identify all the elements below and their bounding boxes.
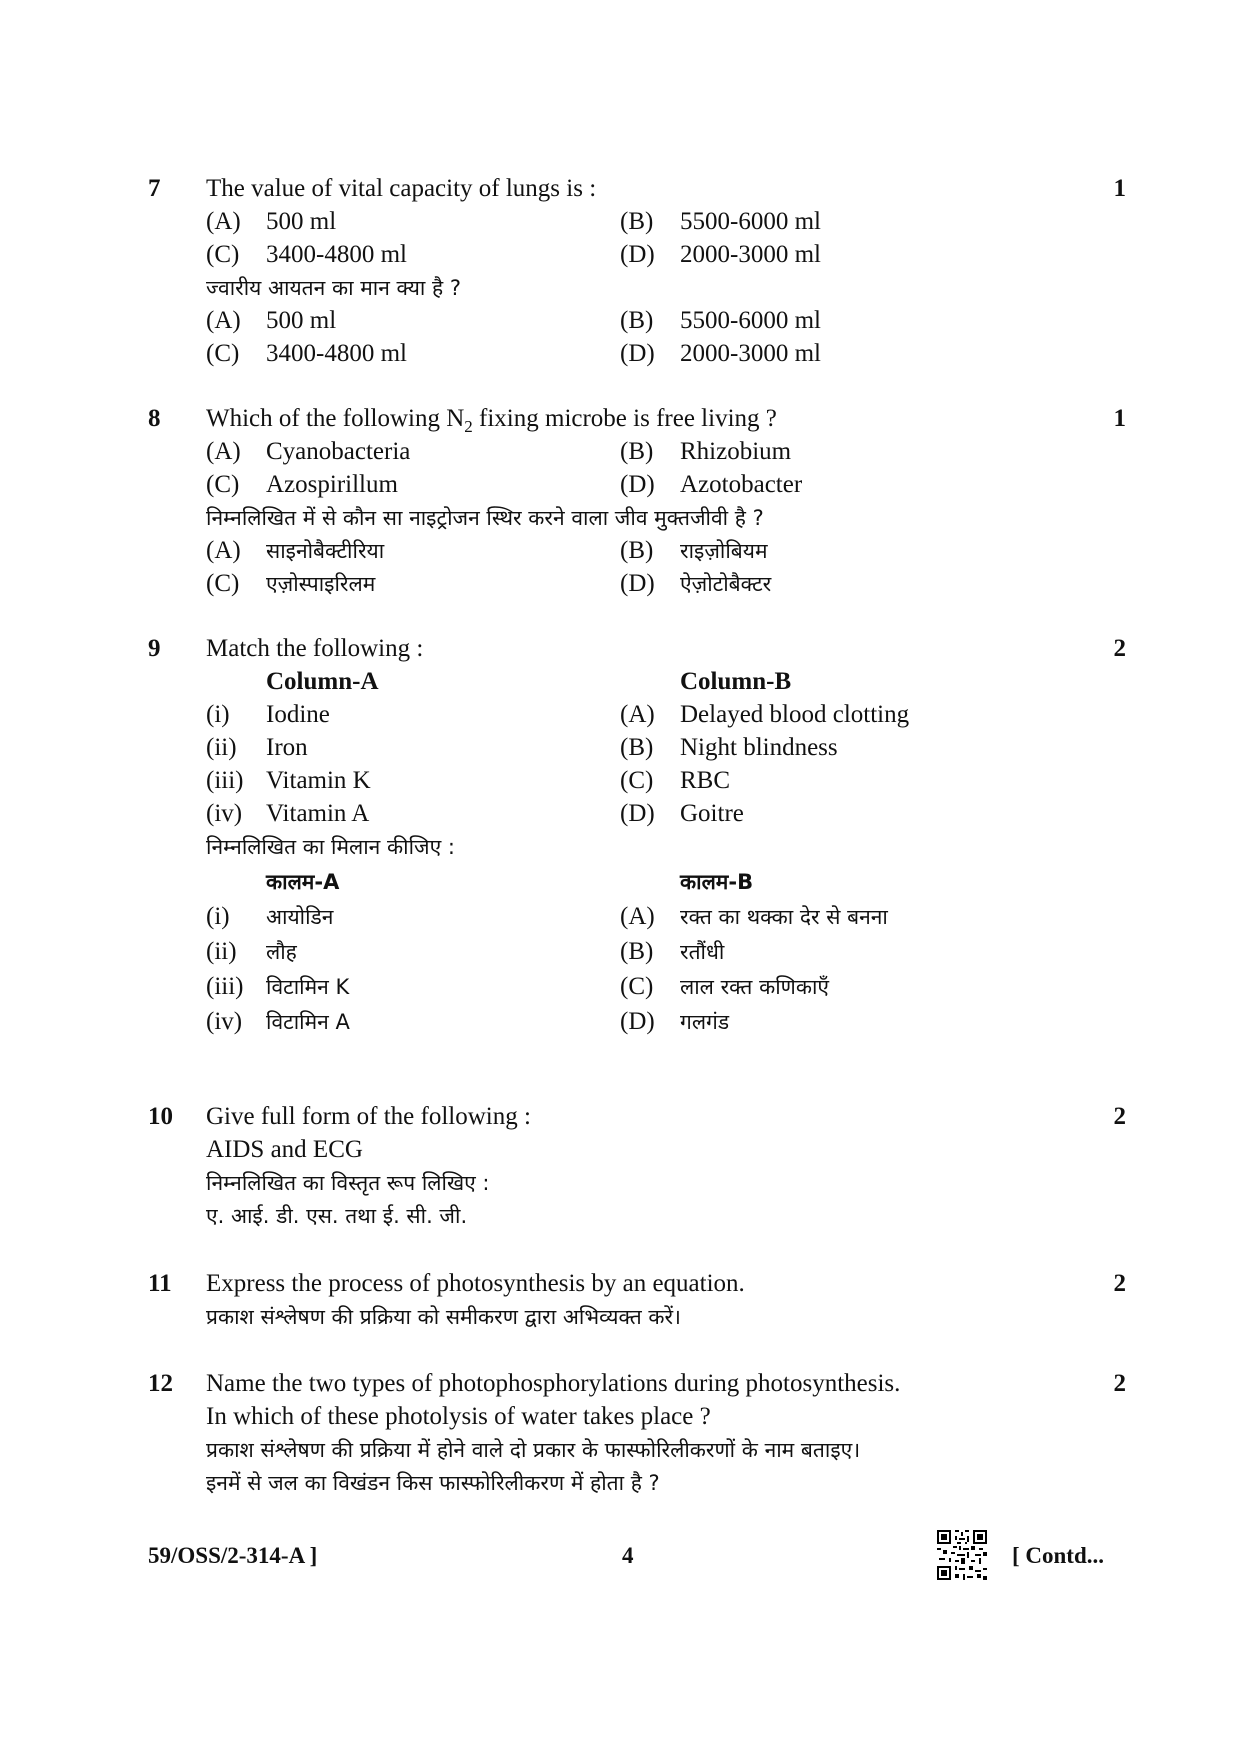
option-a-en: (A) 500 ml <box>206 208 337 235</box>
option-d-hi: (D) 2000-3000 ml <box>620 340 821 367</box>
question-number: 11 <box>148 1270 172 1297</box>
match-row-hi: (A) रक्त का थक्का देर से बनना <box>620 903 888 930</box>
match-row-en: (B) Night blindness <box>620 734 838 761</box>
match-row-en: (C) RBC <box>620 767 731 794</box>
column-a-heading-en: Column-A <box>266 668 379 695</box>
match-row-hi: (D) गलगंड <box>620 1008 730 1035</box>
column-a-heading-hi: कालम-A <box>266 870 340 894</box>
match-row-hi: (i) आयोडिन <box>206 903 334 930</box>
question-marks: 2 <box>1113 1103 1126 1130</box>
option-b-en: (B) Rhizobium <box>620 438 792 465</box>
match-row-en: (iv) Vitamin A <box>206 800 370 827</box>
question-marks: 1 <box>1113 405 1126 432</box>
question-number: 7 <box>148 175 161 202</box>
question-text-en-2: In which of these photolysis of water takes place ? <box>206 1403 711 1430</box>
question-text-hi: प्रकाश संश्लेषण की प्रक्रिया में होने वाले दो प्रकार के फास्फोरिलीकरणों के नाम बताइए। <box>206 1438 861 1462</box>
match-row-hi: (iv) विटामिन A <box>206 1008 350 1035</box>
question-text-hi: निम्नलिखित का मिलान कीजिए : <box>206 835 455 859</box>
column-b-heading-hi: कालम-B <box>680 870 754 894</box>
option-c-en: (C) Azospirillum <box>206 471 398 498</box>
option-b-hi: (B) राइज़ोबियम <box>620 537 768 564</box>
option-b-en: (B) 5500-6000 ml <box>620 208 821 235</box>
question-marks: 2 <box>1113 1370 1126 1397</box>
match-row-hi: (ii) लौह <box>206 938 297 965</box>
match-row-en: (D) Goitre <box>620 800 744 827</box>
option-a-hi: (A) साइनोबैक्टीरिया <box>206 537 385 564</box>
question-text-en: Give full form of the following : <box>206 1103 531 1130</box>
question-marks: 1 <box>1113 175 1126 202</box>
page-number: 4 <box>622 1543 634 1568</box>
option-c-hi: (C) एज़ोस्पाइरिलम <box>206 570 376 597</box>
option-d-en: (D) Azotobacter <box>620 471 803 498</box>
question-marks: 2 <box>1113 1270 1126 1297</box>
match-row-hi: (iii) विटामिन K <box>206 973 350 1000</box>
question-text-en: Express the process of photosynthesis by an equation. <box>206 1270 745 1297</box>
option-d-hi: (D) ऐज़ोटोबैक्टर <box>620 570 772 597</box>
question-number: 12 <box>148 1370 173 1397</box>
paper-code: 59/OSS/2-314-A ] <box>148 1543 318 1568</box>
column-b-heading-en: Column-B <box>680 668 792 695</box>
option-d-en: (D) 2000-3000 ml <box>620 241 821 268</box>
question-text-hi: निम्नलिखित का विस्तृत रूप लिखिए : <box>206 1171 490 1195</box>
match-row-en: (ii) Iron <box>206 734 308 761</box>
match-row-hi: (B) रतौंधी <box>620 938 725 965</box>
continued-label: [ Contd... <box>1012 1543 1105 1568</box>
question-text-hi: प्रकाश संश्लेषण की प्रक्रिया को समीकरण द्वारा अभिव्यक्त करें। <box>206 1305 682 1329</box>
option-c-en: (C) 3400-4800 ml <box>206 241 407 268</box>
question-text-hi: निम्नलिखित में से कौन सा नाइट्रोजन स्थिर करने वाला जीव मुक्तजीवी है ? <box>206 506 764 530</box>
option-c-hi: (C) 3400-4800 ml <box>206 340 407 367</box>
question-text-hi-2: ए. आई. डी. एस. तथा ई. सी. जी. <box>206 1204 468 1228</box>
question-text-en: Which of the following $N_2$ fixing microbe is free living ? <box>206 405 777 436</box>
question-text-en: Name the two types of photophosphorylations during photosynthesis. <box>206 1370 901 1397</box>
question-number: 10 <box>148 1103 173 1130</box>
option-b-hi: (B) 5500-6000 ml <box>620 307 821 334</box>
qr-code-icon <box>937 1530 987 1580</box>
question-text-en: The value of vital capacity of lungs is : <box>206 175 597 202</box>
question-number: 9 <box>148 635 161 662</box>
question-text-hi-2: इनमें से जल का विखंडन किस फास्फोरिलीकरण में होता है ? <box>206 1471 660 1495</box>
question-number: 8 <box>148 405 161 432</box>
question-text-en: Match the following : <box>206 635 424 662</box>
match-row-en: (i) Iodine <box>206 701 330 728</box>
question-text-hi: ज्वारीय आयतन का मान क्या है ? <box>206 276 462 300</box>
option-a-en: (A) Cyanobacteria <box>206 438 411 465</box>
match-row-hi: (C) लाल रक्त कणिकाएँ <box>620 973 830 1000</box>
option-a-hi: (A) 500 ml <box>206 307 337 334</box>
match-row-en: (A) Delayed blood clotting <box>620 701 910 728</box>
question-text-en-2: AIDS and ECG <box>206 1136 363 1163</box>
question-marks: 2 <box>1113 635 1126 662</box>
match-row-en: (iii) Vitamin K <box>206 767 371 794</box>
